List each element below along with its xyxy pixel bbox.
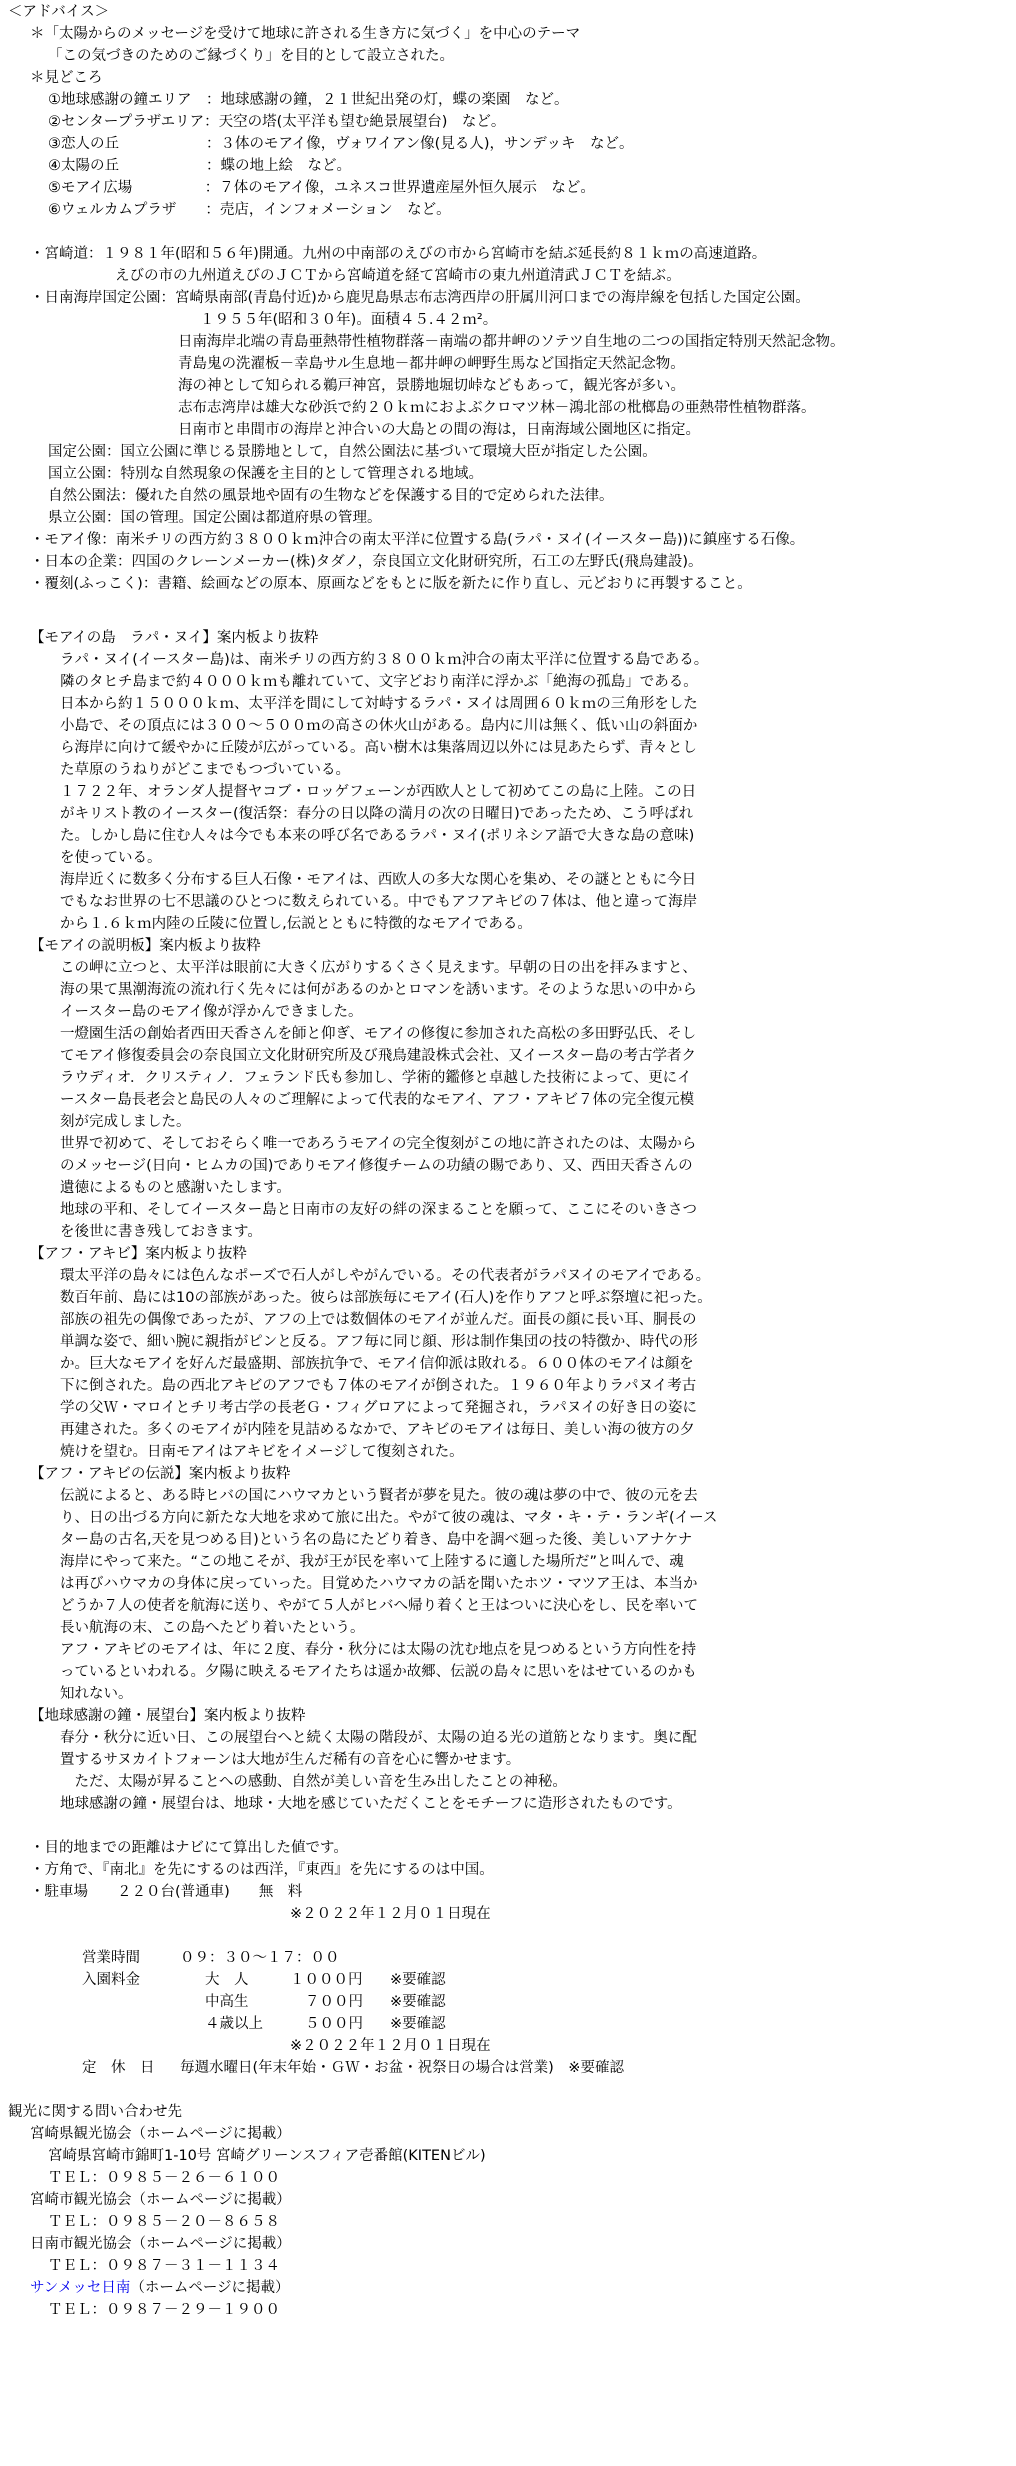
section-line: り、日の出づる方向に新たな大地を求めて旅に出た。やがて彼の魂は、マタ・キ・テ・ランギ(イース [60, 1510, 718, 1526]
term-line: ・宮崎道：１９８１年(昭和５６年)開通。九州の中南部のえびの市から宮崎市を結ぶ延長約８１ｋｍの高速道路。 [30, 246, 767, 262]
section-line: 遺徳によるものと感謝いたします。 [60, 1180, 291, 1196]
term-line: ・日本の企業：四国のクレーンメーカー(株)タダノ，奈良国立文化財研究所，石工の左野氏(飛鳥建設)。 [30, 554, 703, 570]
term-line: 自然公園法：優れた自然の風景地や固有の生物などを保護する目的で定められた法律。 [48, 488, 614, 504]
section-line: ースター島長老会と島民の人々のご理解によって代表的なモアイ、アフ・アキビ７体の完全復元模 [60, 1092, 695, 1108]
hours-value: ０９：３０～１７：００ [180, 1950, 340, 1966]
section-line: 一燈園生活の創始者西田天香さんを師と仰ぎ、モアイの修復に参加された高松の多田野弘氏、そし [60, 1026, 697, 1042]
spot-item: ⑥ウェルカムプラザ ：売店，インフォメーション など。 [48, 202, 451, 218]
fee-category: 中高生 [205, 1994, 249, 2010]
section-line: た草原のうねりがどこまでもつづいている。 [60, 762, 350, 778]
section-line: た。しかし島に住む人々は今でも本来の呼び名であるラパ・ヌイ(ポリネシア語で大きな島の意味) [60, 828, 695, 844]
sunmesse-link[interactable]: サンメッセ日南 [30, 2280, 131, 2296]
note-line: ・駐車場 ２２０台(普通車) 無 料 [30, 1884, 303, 1900]
note-as-of: ※２０２２年１２月０１日現在 [290, 1906, 491, 1922]
section-line: ラウディオ．クリスティノ．フェランド氏も参加し、学術的鑑修と卓越した技術によって、更にイ [60, 1070, 692, 1086]
contact-tel: ＴＥＬ：０９８５－２０－８６５８ [48, 2214, 280, 2230]
section-line: アフ・アキビのモアイは、年に２度、春分・秋分には太陽の沈む地点を見つめるという方向性を持 [60, 1642, 697, 1658]
term-line: 海の神として知られる鵜戸神宮，景勝地堀切峠などもあって，観光客が多い。 [178, 378, 686, 394]
section-line: 地球感謝の鐘・展望台は、地球・大地を感じていただくことをモチーフに造形されたものです。 [60, 1796, 682, 1812]
spots-header: ＊見どころ [30, 70, 103, 86]
section-line: 地球の平和、そしてイースター島と日南市の友好の絆の深まることを願って、ここにそのいきさつ [60, 1202, 697, 1218]
section-title: 【モアイの説明板】案内板より抜粋 [30, 938, 261, 954]
closed-label: 定 休 日 [82, 2060, 155, 2076]
section-line: 刻が完成しました。 [60, 1114, 191, 1130]
contact-tel: ＴＥＬ：０９８５－２６－６１００ [48, 2170, 280, 2186]
section-line: この岬に立つと、太平洋は眼前に大きく広がりするくさく見えます。早朝の日の出を拝みますと、 [60, 960, 697, 976]
section-line: 再建された。多くのモアイが内陸を見詰めるなかで、アキビのモアイは毎日、美しい海の彼方の夕 [60, 1422, 695, 1438]
section-line: っているといわれる。夕陽に映えるモアイたちは遥か故郷、伝説の島々に思いをはせているのかも [60, 1664, 697, 1680]
section-line: 小島で、その頂点には３００～５００ｍの高さの休火山がある。島内に川は無く、低い山の斜面か [60, 718, 698, 734]
section-title: 【アフ・アキビの伝説】案内板より抜粋 [30, 1466, 291, 1482]
section-line: １７２２年、オランダ人提督ヤコブ・ロッゲフェーンが西欧人として初めてこの島に上陸。この日 [60, 784, 697, 800]
section-line: ター島の古名,天を見つめる目)という名の島にたどり着き、島中を調べ廻った後、美しいアナケナ [60, 1532, 693, 1548]
contact-name-row [30, 2278, 290, 2298]
spot-item: ⑤モアイ広場 ：７体のモアイ像，ユネスコ世界遺産屋外恒久展示 など。 [48, 180, 595, 196]
spot-item: ④太陽の丘 ：蝶の地上絵 など。 [48, 158, 351, 174]
term-line: ・モアイ像：南米チリの西方約３８００ｋｍ沖合の南太平洋に位置する島(ラパ・ヌイ(イースター島))に鎮座する石像。 [30, 532, 805, 548]
fee-category: ４歳以上 [205, 2016, 263, 2032]
fee-note: ※要確認 [390, 1994, 446, 2010]
contact-address: 宮崎県宮崎市錦町1-10号 宮崎グリーンスフィア壱番館(KITENビル) [48, 2148, 486, 2164]
closed-value: 毎週水曜日(年末年始・ＧＷ・お盆・祝祭日の場合は営業) ※要確認 [180, 2060, 624, 2076]
section-title: 【アフ・アキビ】案内板より抜粋 [30, 1246, 247, 1262]
term-line: えびの市の九州道えびのＪＣＴから宮崎道を経て宮崎市の東九州道清武ＪＣＴを結ぶ。 [115, 268, 681, 284]
section-line: 学の父Ｗ・マロイとチリ考古学の長老Ｇ・フィグロアによって発掘され，ラパヌイの好き日の姿に [60, 1400, 697, 1416]
section-line: 単調な姿で、細い腕に親指がピンと反る。アフ毎に同じ顔、形は制作集団の技の特徴か、時代の形 [60, 1334, 698, 1350]
section-line: か。巨大なモアイを好んだ最盛期、部族抗争で、モアイ信仰派は敗れる。６００体のモアイは顔を [60, 1356, 694, 1372]
section-line: どうか７人の使者を航海に送り、やがて５人がヒバへ帰り着くと王はついに決心をし、民を率いて [60, 1598, 698, 1614]
contact-name-suffix: （ホームページに掲載） [130, 2280, 290, 2296]
section-line: 伝説によると、ある時ヒバの国にハウマカという賢者が夢を見た。彼の魂は夢の中で、彼の元を去 [60, 1488, 698, 1504]
section-line: 置するサヌカイトフォーンは大地が生んだ稀有の音を心に響かせます。 [60, 1752, 521, 1768]
contact-name: 宮崎市観光協会（ホームページに掲載） [30, 2192, 291, 2208]
term-line: 日南市と串間市の海岸と沖合いの大島との間の海は，日南海域公園地区に指定。 [178, 422, 700, 438]
section-line: から１.６ｋｍ内陸の丘陵に位置し,伝説とともに特徴的なモアイである。 [60, 916, 532, 932]
fee-price: １０００円 [290, 1972, 363, 1988]
contact-tel: ＴＥＬ：０９８７－２９－１９００ [48, 2302, 280, 2318]
section-line: 春分・秋分に近い日、この展望台へと続く太陽の階段が、太陽の迫る光の道筋となります。奥に配 [60, 1730, 697, 1746]
section-line: 長い航海の末、この島へたどり着いたという。 [60, 1620, 365, 1636]
theme-line-2: 「この気づきのためのご縁づくり」を目的として設立された。 [48, 48, 454, 64]
section-line: イースター島のモアイ像が浮かんできました。 [60, 1004, 363, 1020]
section-line: 日本から約１５０００ｋｍ、太平洋を間にして対峙するラパ・ヌイは周囲６０ｋｍの三角形をした [60, 696, 698, 712]
hours-label: 営業時間 [82, 1950, 140, 1966]
term-line: ・日南海岸国定公園：宮崎県南部(青島付近)から鹿児島県志布志湾西岸の肝属川河口までの海岸線を包括した国定公園。 [30, 290, 810, 306]
section-title: 【地球感謝の鐘・展望台】案内板より抜粋 [30, 1708, 306, 1724]
section-line: ら海岸に向けて緩やかに丘陵が広がっている。高い樹木は集落周辺以外には見あたらず、青々とし [60, 740, 697, 756]
section-line: ただ、太陽が昇ることへの感動、自然が美しい音を生み出したことの神秘。 [60, 1774, 567, 1790]
section-line: を使っている。 [60, 850, 162, 866]
section-line: 環太平洋の島々には色んなポーズで石人がしやがんでいる。その代表者がラパヌイのモアイである。 [60, 1268, 711, 1284]
fee-note: ※要確認 [390, 2016, 446, 2032]
fee-price: ７００円 [305, 1994, 363, 2010]
term-line: 国立公園：特別な自然現象の保護を主目的として管理される地域。 [48, 466, 483, 482]
section-line: 海岸近くに数多く分布する巨人石像・モアイは、西欧人の多大な関心を集め、その謎とともに今日 [60, 872, 697, 888]
contact-tel: ＴＥＬ：０９８７－３１－１１３４ [48, 2258, 280, 2274]
spot-item: ③恋人の丘 ：３体のモアイ像，ヴォワイアン像(見る人)，サンデッキ など。 [48, 136, 634, 152]
section-line: 隣のタヒチ島まで約４０００ｋｍも離れていて、文字どおり南洋に浮かぶ「絶海の孤島」である。 [60, 674, 698, 690]
term-line: 志布志湾岸は雄大な砂浜で約２０ｋｍにおよぶクロマツ林－鴻北部の枇榔島の亜熱帯性植物群落。 [178, 400, 816, 416]
section-line: は再びハウマカの身体に戻っていった。目覚めたハウマカの話を聞いたホツ・マツア王は、本当か [60, 1576, 698, 1592]
fee-category: 大 人 [205, 1972, 249, 1988]
section-line: ラパ・ヌイ(イースター島)は、南米チリの西方約３８００ｋｍ沖合の南太平洋に位置する島である。 [60, 652, 709, 668]
section-line: 海の果て黒潮海流の流れ行く先々には何があるのかとロマンを誘います。そのような思いの中から [60, 982, 697, 998]
section-line: てモアイ修復委員会の奈良国立文化財研究所及び飛鳥建設株式会社、又イースター島の考古学者ク [60, 1048, 696, 1064]
contacts-header: 観光に関する問い合わせ先 [8, 2104, 182, 2120]
spot-item: ①地球感謝の鐘エリア ：地球感謝の鐘，２１世紀出発の灯，蝶の楽園 など。 [48, 92, 569, 108]
section-line: 世界で初めて、そしておそらく唯一であろうモアイの完全復刻がこの地に許されたのは、太陽から [60, 1136, 697, 1152]
admission-label: 入園料金 [82, 1972, 140, 1988]
section-title: 【モアイの島 ラパ・ヌイ】案内板より抜粋 [30, 630, 319, 646]
section-line: がキリスト教のイースター(復活祭：春分の日以降の満月の次の日曜日)であったため、こう呼ばれ [60, 806, 694, 822]
spot-item: ②センタープラザエリア：天空の塔(太平洋も望む絶景展望台) など。 [48, 114, 506, 130]
term-line: ・覆刻(ふっこく)：書籍、絵画などの原本、原画などをもとに版を新たに作り直し、元どおりに再製すること。 [30, 576, 752, 592]
section-line: を後世に書き残しておきます。 [60, 1224, 262, 1240]
term-line: 日南海岸北端の青島亜熱帯性植物群落－南端の都井岬のソテツ自生地の二つの国指定特別天然記念物。 [178, 334, 845, 350]
fees-as-of: ※２０２２年１２月０１日現在 [290, 2038, 491, 2054]
section-line: でもなお世界の七不思議のひとつに数えられている。中でもアフアキビの７体は、他と違って海岸 [60, 894, 698, 910]
note-line: ・目的地までの距離はナビにて算出した値です。 [30, 1840, 348, 1856]
term-line: 国定公園：国立公園に準じる景勝地として，自然公園法に基づいて環境大臣が指定した公園。 [48, 444, 657, 460]
advice-header: ＜アドバイス＞ [8, 4, 110, 20]
fee-note: ※要確認 [390, 1972, 446, 1988]
section-line: のメッセージ(日向・ヒムカの国)でありモアイ修復チームの功績の賜であり、又、西田天香さんの [60, 1158, 693, 1174]
theme-line-1: ＊「太陽からのメッセージを受けて地球に許される生き方に気づく」を中心のテーマ [30, 26, 581, 42]
section-line: 焼けを望む。日南モアイはアキビをイメージして復刻された。 [60, 1444, 464, 1460]
section-line: 数百年前、島には10の部族があった。彼らは部族毎にモアイ(石人)を作りアフと呼ぶ祭壇に祀った。 [60, 1290, 712, 1306]
contact-name: 宮崎県観光協会（ホームページに掲載） [30, 2126, 291, 2142]
term-line: 県立公園：国の管理。国定公園は都道府県の管理。 [48, 510, 382, 526]
term-line: 青島鬼の洗濯板－幸島サル生息地－都井岬の岬野生馬など国指定天然記念物。 [178, 356, 685, 372]
term-line: １９５５年(昭和３０年)。面積４５.４２ｍ²。 [200, 312, 498, 328]
section-line: 部族の祖先の偶像であったが、アフの上では数個体のモアイが並んだ。面長の顔に長い耳、胴長の [60, 1312, 697, 1328]
section-line: 下に倒された。島の西北アキビのアフでも７体のモアイが倒された。１９６０年よりラパヌイ考古 [60, 1378, 697, 1394]
section-line: 知れない。 [60, 1686, 133, 1702]
contact-name: 日南市観光協会（ホームページに掲載） [30, 2236, 291, 2252]
fee-price: ５００円 [305, 2016, 363, 2032]
section-line: 海岸にやって来た。“この地こそが、我が王が民を率いて上陸するに適した場所だ”と叫んで、魂 [60, 1554, 684, 1570]
note-line: ・方角で、『南北』を先にするのは西洋，『東西』を先にするのは中国。 [30, 1862, 494, 1878]
